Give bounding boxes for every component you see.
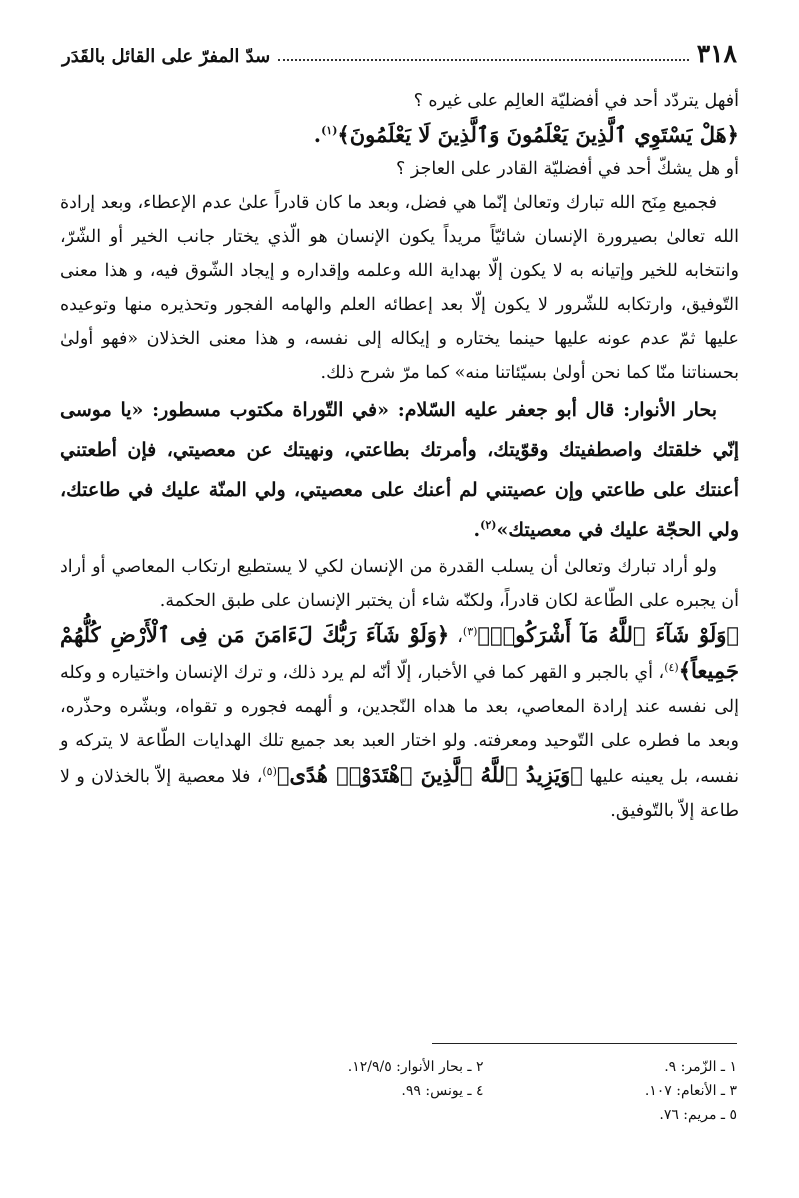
page-number: ٣١٨: [696, 39, 737, 68]
paragraph-5-text-2: ، فلا معصية إلاّ بالخذلان و لا طاعة إلاّ بالتّوفيق.: [60, 767, 739, 821]
page-header: [62, 30, 737, 66]
question-line-1: أفهل يتردّد أحد في أفضليّة العالِم على غيره ؟: [413, 91, 739, 111]
body-text: [60, 84, 739, 828]
footnote-5: ٥ ـ مريم: ٧٦.: [659, 1107, 737, 1123]
footnote-2: ٢ ـ بحار الأنوار: ١٢/٩/٥.: [347, 1059, 484, 1075]
paragraph-5: [60, 618, 739, 828]
running-title: سدّ المفرّ على القائل بالقَدَر: [62, 46, 271, 67]
footnote-3: ٣ ـ الأنعام: ١٠٧.: [644, 1083, 737, 1099]
verse-separator: ،: [449, 627, 463, 647]
paragraph-2: فجميع مِنَح الله تبارك وتعالىٰ إنّما هي فضل، وبعد ما كان قادراً علىٰ عدم الإعطاء، وبعد إرادة الله تعالىٰ بصيرورة الإنسان شائيّاً مريداً يكون الإنسان هو الّذي يختار جانب الخير أو الشّرّ، وانتخابه للخير وإتيانه به لا يكون إلّا بهداية الله وعلمه وإقداره و إيجاد الشّوق فيه، و هذا معنى التّوفيق، وارتكابه للشّرور لا يكون إلّا بعد إعطائه العلم والهامه الفجور وتحذيره منها وتوعيده عليها ثمّ عدم عونه عليها حينما يختاره و إيكاله إلى نفسه، و هذا معنى الخذلان «فهو أولىٰ بحسناتنا منّا كما نحن أولىٰ بسيّئاتنا منه» كما مرّ شرح ذلك.: [60, 193, 739, 383]
quran-verse-anaam: ﴿وَلَوْ شَآءَ ٱللَّهُ مَآ أَشْرَكُوا۟﴾: [477, 622, 739, 647]
footnote-ref-1[interactable]: (١): [321, 124, 338, 137]
quran-verse-maryam: ﴿وَيَزِيدُ ٱللَّهُ ٱلَّذِينَ ٱهْتَدَوْا۟ هُدًى﴾: [276, 762, 583, 787]
hadith-paragraph: [60, 390, 739, 550]
hadith-text: بحار الأنوار: قال أبو جعفر عليه السّلام: «في التّوراة مكتوب مسطور: «يا موسى إنّي خلقتك واصطفيتك وقوّيتك، وأمرتك بطاعتي، ونهيتك عن معصيتي، فإن أطعتني أعنتك على طاعتي وإن عصيتني لم أعنك على معصيتي، ولي المنّة عليك في طاعتك، ولي الحجّة عليك في معصيتك»: [60, 399, 739, 541]
quran-verse-yunus: ﴿وَلَوْ شَآءَ رَبُّكَ لَءَامَنَ مَن فِى ٱلْأَرْضِ كُلُّهُمْ جَمِيعاً﴾: [60, 622, 739, 683]
header-dot-leader: [278, 59, 689, 61]
footnote-ref-2[interactable]: (٢): [480, 518, 497, 532]
question-line-2: أو هل يشكّ أحد في أفضليّة القادر على العاجز ؟: [396, 159, 739, 179]
paragraph-1: [60, 84, 739, 186]
hadith-end: .: [473, 519, 481, 541]
paragraph-4: ولو أراد تبارك وتعالىٰ أن يسلب القدرة من الإنسان لكي لا يستطيع ارتكاب المعاصي أو أراد أن يجبره على الطّاعة لكان قادراً، ولكنّه شاء أن يختبر الإنسان على طبق الحكمة.: [60, 557, 739, 611]
footnotes: [260, 1055, 737, 1127]
footnote-ref-4[interactable]: (٤): [664, 661, 679, 675]
quran-verse-text: ﴿هَلْ يَسْتَوِي ٱلَّذِينَ يَعْلَمُونَ وَٱلَّذِينَ لَا يَعْلَمُونَ﴾: [337, 122, 739, 147]
paragraph-5-text-1: ، أي بالجبر و القهر كما في الأخبار، إلّا أنّه لم يرد ذلك، و ترك الإنسان واختياره و وكله إلى نفسه عند إرادة المعاصي، بعد ما هداه النّجدين، و ألهمه فجوره و تقواه، وبشّره وحذّره، وبعد ما فطره على التّوحيد ومعرفته. ولو اختار العبد بعد جميع تلك الهدايات الطّاعة لا يتركه و نفسه، بل يعينه عليها: [60, 663, 739, 787]
quran-verse: ﴿هَلْ يَسْتَوِي ٱلَّذِينَ يَعْلَمُونَ وَٱلَّذِينَ لَا يَعْلَمُونَ﴾$^{(١)}$.: [313, 122, 739, 147]
footnote-1: ١ ـ الزّمر: ٩.: [664, 1059, 737, 1075]
footnote-ref-3[interactable]: (٣): [462, 625, 478, 639]
footnote-4: ٤ ـ يونس: ٩٩.: [401, 1083, 484, 1099]
footnote-separator: [432, 1043, 737, 1044]
footnote-ref-5[interactable]: (٥): [262, 765, 277, 779]
